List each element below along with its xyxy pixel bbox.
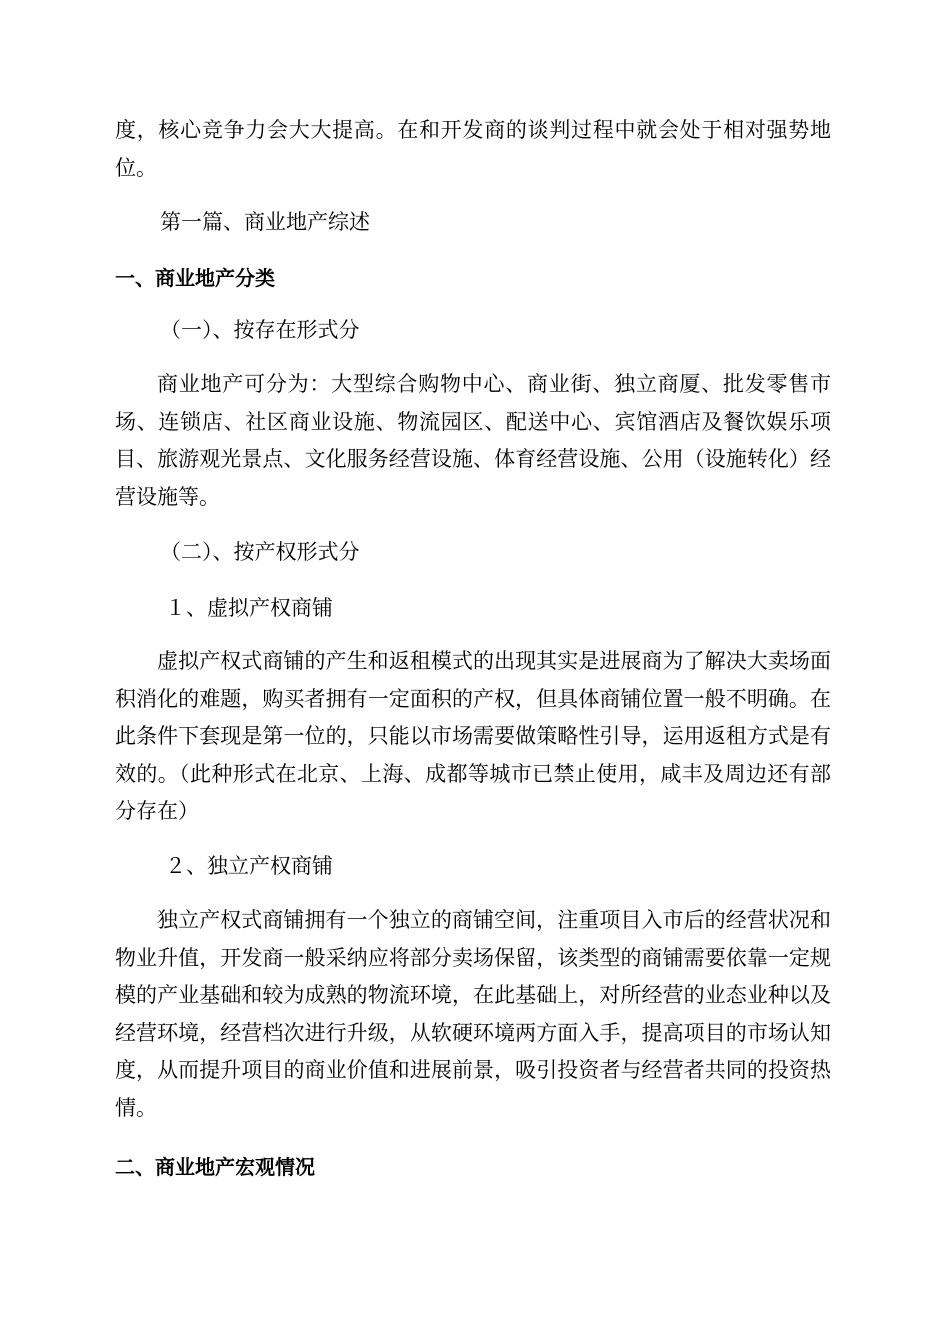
part-title: 第一篇、商业地产综述: [160, 210, 370, 234]
independent-ownership-paragraph: 独立产权式商铺拥有一个独立的商铺空间，注重项目入市后的经营状况和物业升值，开发商一般采纳应将部分卖场保留，该类型的商铺需要依靠一定规模的产业基础和较为成熟的物流环境，在此基础上，对所经营的业态业种以及经营环境，经营档次进行升级，从软硬环境两方面入手，提高项目的市场认知度，从而提升项目的商业价值和进展前景，吸引投资者与经营者共同的投资热情。: [115, 908, 831, 1120]
item-heading-virtual-ownership: １、虚拟产权商铺: [165, 596, 333, 620]
item-heading-independent-ownership: ２、独立产权商铺: [165, 854, 333, 878]
continuation-paragraph: 度，核心竞争力会大大提高。在和开发商的谈判过程中就会处于相对强势地位。: [115, 118, 831, 180]
section-heading-macro: 二、商业地产宏观情况: [115, 1155, 315, 1179]
subsection-heading-by-form: （一）、按存在形式分: [160, 318, 360, 342]
virtual-ownership-paragraph: 虚拟产权式商铺的产生和返租模式的出现其实是进展商为了解决大卖场面积消化的难题，购买者拥有一定面积的产权，但具体商铺位置一般不明确。在此条件下套现是第一位的，只能以市场需要做策略性引导，运用返租方式是有效的。（此种形式在北京、上海、成都等城市已禁止使用，咸丰及周边还有部分存在）: [115, 649, 831, 823]
section-heading-classification: 一、商业地产分类: [115, 266, 275, 290]
subsection-heading-by-ownership: （二）、按产权形式分: [160, 540, 360, 564]
classification-paragraph: 商业地产可分为：大型综合购物中心、商业街、独立商厦、批发零售市场、连锁店、社区商业设施、物流园区、配送中心、宾馆酒店及餐饮娱乐项目、旅游观光景点、文化服务经营设施、体育经营设施、公用（设施转化）经营设施等。: [115, 372, 831, 509]
